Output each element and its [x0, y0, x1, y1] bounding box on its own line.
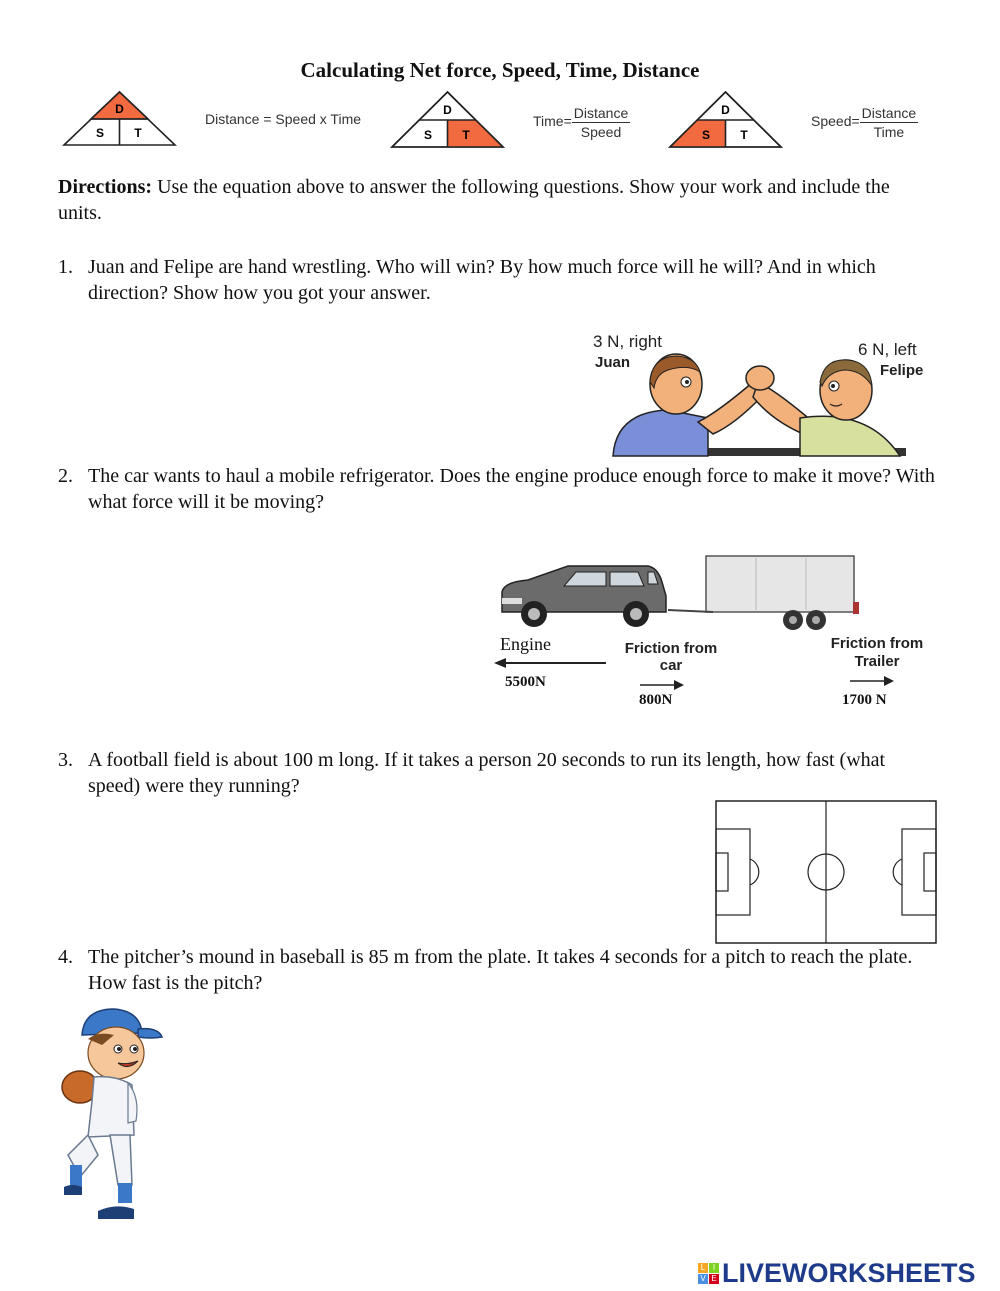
triangle-time-icon — [390, 90, 505, 150]
svg-text:T: T — [740, 128, 748, 142]
felipe-name-label: Felipe — [880, 362, 924, 379]
formula-speed: Speed= $\frac{\text{Distance}}{\text{Time}}$ — [811, 105, 917, 140]
friction-car-force-label: 800N — [639, 692, 673, 708]
engine-label: Engine — [500, 634, 551, 654]
svg-text:S: S — [701, 128, 711, 142]
formula-time: Time= $\frac{\text{Distance}}{\text{Speed}}$ — [533, 105, 629, 140]
liveworksheets-logo — [698, 1258, 976, 1289]
directions — [58, 174, 938, 226]
triangle-distance-icon — [62, 90, 177, 148]
logo-text: LIVEWORKSHEETS — [722, 1258, 976, 1288]
formula-distance: Distance = Speed x Time — [205, 111, 362, 127]
juan-name-label: Juan — [595, 354, 631, 371]
car-trailer-illustration — [498, 552, 863, 636]
juan-force-label: 3 N, right — [593, 332, 662, 351]
arm-wrestling-illustration — [608, 352, 908, 458]
svg-text:D: D — [443, 103, 452, 117]
svg-text:S: S — [423, 128, 433, 142]
felipe-force-label: 6 N, left — [858, 340, 917, 359]
page-title: Calculating Net force, Speed, Time, Distance — [300, 58, 700, 82]
baseball-pitcher-illustration — [58, 1005, 168, 1225]
friction-trailer-label: Friction from Trailer — [830, 635, 924, 670]
engine-force-label: 5500N — [505, 674, 546, 690]
triangle-letter-d: D — [115, 102, 124, 116]
logo-blocks-icon: L I V E — [698, 1263, 719, 1284]
directions-text: Use the equation above to answer the following questions. Show your work and include the units. — [58, 176, 890, 224]
triangle-letter-s: S — [95, 126, 105, 140]
engine-arrow-icon — [492, 656, 608, 670]
directions-label: Directions: — [58, 176, 153, 198]
svg-text:D: D — [721, 103, 730, 117]
triangle-speed-icon — [668, 90, 783, 150]
football-field-diagram — [714, 799, 938, 945]
friction-trailer-arrow-icon — [850, 675, 896, 687]
triangle-letter-t: T — [134, 126, 142, 140]
svg-text:T: T — [462, 128, 470, 142]
friction-car-label: Friction from car — [624, 640, 718, 674]
friction-car-arrow-icon — [640, 679, 686, 691]
friction-trailer-force-label: 1700 N — [842, 692, 887, 708]
